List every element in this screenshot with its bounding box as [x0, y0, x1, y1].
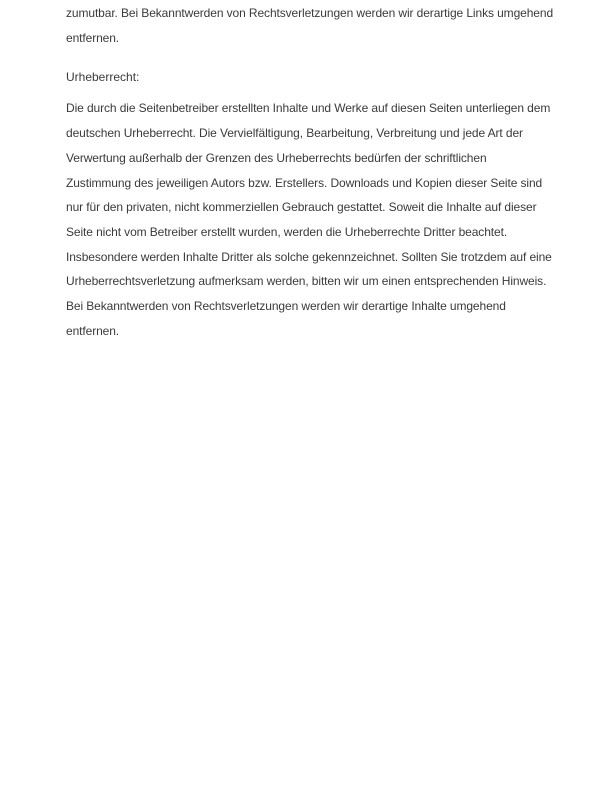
- links-liability-paragraph-end: [66, 1, 556, 50]
- paragraph-line: nur für den privaten, nicht kommerziellen Gebrauch gestattet. Soweit die Inhalte auf dieser: [66, 200, 537, 215]
- paragraph-line: zumutbar. Bei Bekanntwerden von Rechtsverletzungen werden wir derartige Links umgehend: [66, 6, 554, 20]
- paragraph-line: Bei Bekanntwerden von Rechtsverletzungen werden wir derartige Inhalte umgehend: [66, 299, 506, 314]
- copyright-paragraph: [66, 96, 556, 343]
- paragraph-line: Die durch die Seitenbetreiber erstellten Inhalte und Werke auf diesen Seiten unterliegen dem: [66, 101, 551, 116]
- paragraph-line: Insbesondere werden Inhalte Dritter als solche gekennzeichnet. Sollten Sie trotzdem auf eine: [66, 249, 552, 264]
- legal-notice-content: [66, 0, 556, 343]
- paragraph-line: Urheberrechtsverletzung aufmerksam werden, bitten wir um einen entsprechenden Hinweis.: [66, 274, 547, 289]
- copyright-heading: Urheberrecht:: [66, 70, 140, 85]
- paragraph-line: Zustimmung des jeweiligen Autors bzw. Erstellers. Downloads und Kopien dieser Seite sind: [66, 175, 543, 190]
- paragraph-line: Verwertung außerhalb der Grenzen des Urheberrechts bedürfen der schriftlichen: [66, 150, 487, 165]
- paragraph-line: deutschen Urheberrecht. Die Vervielfältigung, Bearbeitung, Verbreitung und jede Art der: [66, 126, 523, 141]
- paragraph-line: entfernen.: [66, 30, 120, 45]
- paragraph-line: entfernen.: [66, 323, 120, 338]
- paragraph-line: Seite nicht vom Betreiber erstellt wurden, werden die Urheberrechte Dritter beachtet.: [66, 224, 508, 239]
